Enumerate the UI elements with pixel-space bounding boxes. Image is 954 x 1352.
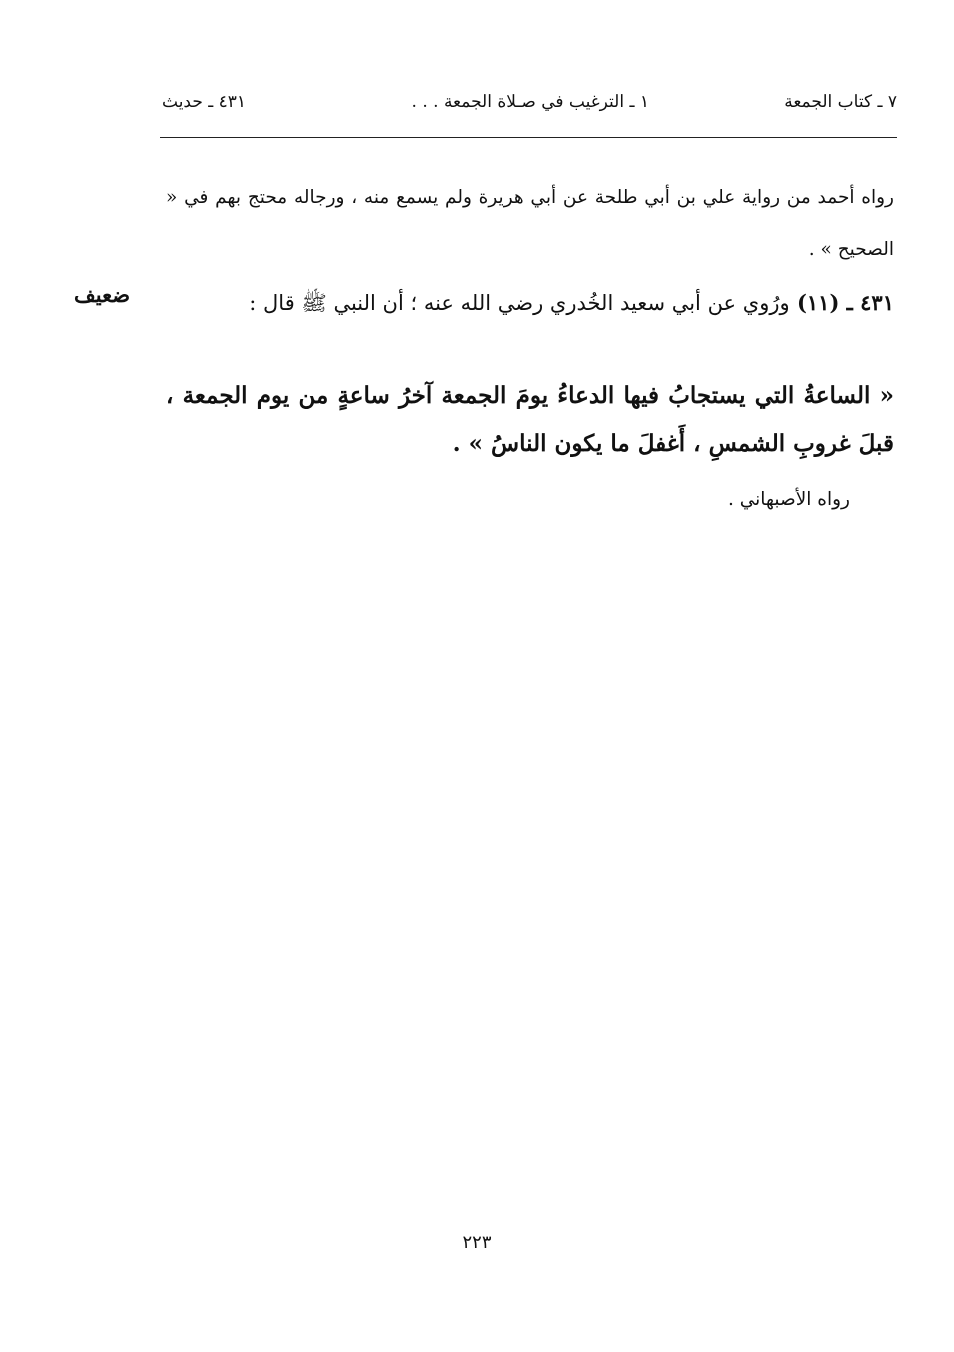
header-chapter: ٧ ـ كتاب الجمعة: [784, 92, 897, 112]
hadith-intro: [166, 280, 894, 326]
header-divider: [160, 137, 897, 138]
header-section: ١ ـ الترغيب في صـلاة الجمعة . . .: [411, 92, 649, 112]
header-hadith-ref: ٤٣١ ـ حديث: [162, 92, 247, 112]
running-header: [162, 88, 897, 124]
hadith-text: « الساعةُ التي يستجابُ فيها الدعاءُ يومَ الجمعة آخرُ ساعةٍ من يوم الجمعة ، قبلَ غروبِ الشمسِ ، أَغفلَ ما يكون الناسُ » .: [166, 382, 894, 457]
narration-note: رواه أحمد من رواية علي بن أبي طلحة عن أبي هريرة ولم يسمع منه ، ورجاله محتج بهم في « الصحيح » .: [166, 187, 894, 260]
grade-label: ضعيف: [74, 282, 131, 307]
hadith-number: ٤٣١ ـ (١١): [796, 290, 894, 315]
hadith-intro-text: ورُوي عن أبي سعيد الخُدري رضي الله عنه ؛ أن النبي ﷺ قال :: [249, 291, 790, 315]
source-note: رواه الأصبهاني .: [727, 489, 850, 510]
page-number: ٢٢٣: [462, 1232, 492, 1253]
